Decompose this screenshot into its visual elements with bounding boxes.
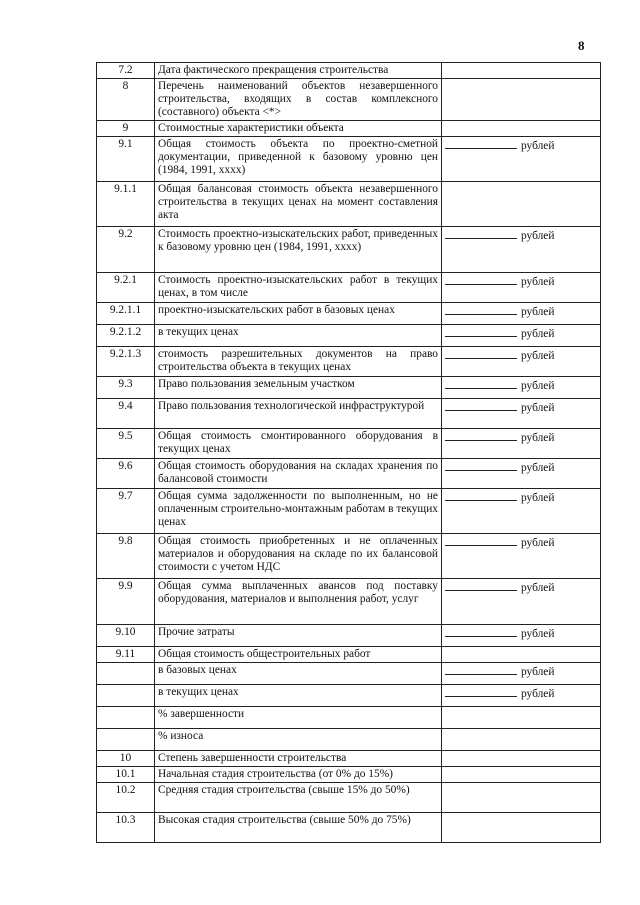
row-description: Общая стоимость общестроительных работ: [155, 647, 442, 663]
row-value-cell[interactable]: [442, 647, 601, 663]
value-blank-line[interactable]: [445, 326, 517, 337]
row-description: в текущих ценах: [155, 325, 442, 347]
table-row: [97, 685, 601, 707]
row-description: Общая стоимость объекта по проектно-сметной документации, приведенной к базовому уровню цен (1984, 1991, хххх): [155, 137, 442, 182]
value-blank-line[interactable]: [445, 400, 517, 411]
table-row: [97, 783, 601, 813]
table-row: [97, 182, 601, 227]
row-value-cell[interactable]: [442, 303, 601, 325]
row-number: 9.4: [97, 399, 155, 429]
row-number: 10.2: [97, 783, 155, 813]
row-description: Средняя стадия строительства (свыше 15% до 50%): [155, 783, 442, 813]
row-value-cell[interactable]: [442, 579, 601, 625]
table-row: [97, 377, 601, 399]
row-value-cell[interactable]: [442, 79, 601, 121]
row-number: 9.2.1.2: [97, 325, 155, 347]
table-row: [97, 489, 601, 534]
value-blank-line[interactable]: [445, 490, 517, 501]
row-number: 7.2: [97, 63, 155, 79]
row-number: [97, 729, 155, 751]
currency-unit: рублей: [521, 537, 555, 549]
table-row: [97, 273, 601, 303]
construction-data-table: [96, 62, 601, 843]
row-value-cell[interactable]: [442, 767, 601, 783]
row-value-cell[interactable]: [442, 751, 601, 767]
table-row: [97, 729, 601, 751]
row-number: 9: [97, 121, 155, 137]
row-number: [97, 685, 155, 707]
table-row: [97, 325, 601, 347]
row-number: 9.1: [97, 137, 155, 182]
row-value-cell[interactable]: [442, 813, 601, 843]
table-row: [97, 767, 601, 783]
row-value-cell[interactable]: [442, 729, 601, 751]
value-blank-line[interactable]: [445, 138, 517, 149]
row-number: 9.6: [97, 459, 155, 489]
currency-unit: рублей: [521, 432, 555, 444]
currency-unit: рублей: [521, 462, 555, 474]
row-number: [97, 707, 155, 729]
table-row: [97, 429, 601, 459]
row-number: 8: [97, 79, 155, 121]
table-row: [97, 663, 601, 685]
row-value-cell[interactable]: [442, 783, 601, 813]
row-number: 10: [97, 751, 155, 767]
value-blank-line[interactable]: [445, 664, 517, 675]
value-blank-line[interactable]: [445, 430, 517, 441]
currency-unit: рублей: [521, 306, 555, 318]
row-description: Общая сумма задолженности по выполненным, но не оплаченным строительно-монтажным работам в текущих ценах: [155, 489, 442, 534]
row-number: 9.11: [97, 647, 155, 663]
row-description: % износа: [155, 729, 442, 751]
row-number: 10.3: [97, 813, 155, 843]
row-description: Общая стоимость приобретенных и не оплаченных материалов и оборудования на складе по их балансовой стоимости с учетом НДС: [155, 534, 442, 579]
table-row: [97, 707, 601, 729]
row-value-cell[interactable]: [442, 685, 601, 707]
row-description: Стоимость проектно-изыскательских работ, приведенных к базовому уровню цен (1984, 1991, хххх): [155, 227, 442, 273]
row-description: Право пользования технологической инфраструктурой: [155, 399, 442, 429]
row-value-cell[interactable]: [442, 489, 601, 534]
row-description: Общая сумма выплаченных авансов под поставку оборудования, материалов и выполнения работ, услуг: [155, 579, 442, 625]
row-description: в текущих ценах: [155, 685, 442, 707]
currency-unit: рублей: [521, 276, 555, 288]
table-row: [97, 813, 601, 843]
row-description: Стоимость проектно-изыскательских работ в текущих ценах, в том числе: [155, 273, 442, 303]
currency-unit: рублей: [521, 688, 555, 700]
table-row: [97, 399, 601, 429]
row-number: 9.1.1: [97, 182, 155, 227]
row-number: 9.9: [97, 579, 155, 625]
row-value-cell[interactable]: [442, 182, 601, 227]
row-description: Дата фактического прекращения строительства: [155, 63, 442, 79]
table-row: [97, 227, 601, 273]
row-value-cell[interactable]: [442, 625, 601, 647]
row-description: Прочие затраты: [155, 625, 442, 647]
row-value-cell[interactable]: [442, 347, 601, 377]
value-blank-line[interactable]: [445, 228, 517, 239]
currency-unit: рублей: [521, 666, 555, 678]
row-value-cell[interactable]: [442, 429, 601, 459]
row-number: 9.2: [97, 227, 155, 273]
row-description: Право пользования земельным участком: [155, 377, 442, 399]
row-value-cell[interactable]: [442, 273, 601, 303]
row-value-cell[interactable]: [442, 121, 601, 137]
currency-unit: рублей: [521, 492, 555, 504]
row-value-cell[interactable]: [442, 663, 601, 685]
row-number: 9.2.1: [97, 273, 155, 303]
table-row: [97, 459, 601, 489]
table-row: [97, 303, 601, 325]
row-value-cell[interactable]: [442, 534, 601, 579]
row-description: Перечень наименований объектов незавершенного строительства, входящих в состав комплексного (составного) объекта <*>: [155, 79, 442, 121]
value-blank-line[interactable]: [445, 686, 517, 697]
table-row: [97, 647, 601, 663]
row-value-cell[interactable]: [442, 137, 601, 182]
row-value-cell[interactable]: [442, 227, 601, 273]
row-number: 10.1: [97, 767, 155, 783]
row-description: Стоимостные характеристики объекта: [155, 121, 442, 137]
row-value-cell[interactable]: [442, 325, 601, 347]
row-number: [97, 663, 155, 685]
row-value-cell[interactable]: [442, 63, 601, 79]
value-blank-line[interactable]: [445, 535, 517, 546]
table-row: [97, 347, 601, 377]
value-blank-line[interactable]: [445, 348, 517, 359]
row-number: 9.2.1.3: [97, 347, 155, 377]
row-description: Степень завершенности строительства: [155, 751, 442, 767]
currency-unit: рублей: [521, 380, 555, 392]
row-description: в базовых ценах: [155, 663, 442, 685]
table-row: [97, 625, 601, 647]
value-blank-line[interactable]: [445, 304, 517, 315]
table-row: [97, 121, 601, 137]
row-description: % завершенности: [155, 707, 442, 729]
row-description: Высокая стадия строительства (свыше 50% до 75%): [155, 813, 442, 843]
row-number: 9.8: [97, 534, 155, 579]
currency-unit: рублей: [521, 402, 555, 414]
currency-unit: рублей: [521, 582, 555, 594]
row-description: проектно-изыскательских работ в базовых ценах: [155, 303, 442, 325]
table-row: [97, 79, 601, 121]
currency-unit: рублей: [521, 140, 555, 152]
row-value-cell[interactable]: [442, 399, 601, 429]
currency-unit: рублей: [521, 328, 555, 340]
row-description: Общая балансовая стоимость объекта незавершенного строительства в текущих ценах на момент составления акта: [155, 182, 442, 227]
currency-unit: рублей: [521, 230, 555, 242]
table-row: [97, 534, 601, 579]
row-number: 9.5: [97, 429, 155, 459]
value-blank-line[interactable]: [445, 378, 517, 389]
row-description: Начальная стадия строительства (от 0% до 15%): [155, 767, 442, 783]
row-number: 9.2.1.1: [97, 303, 155, 325]
row-description: Общая стоимость оборудования на складах хранения по балансовой стоимости: [155, 459, 442, 489]
currency-unit: рублей: [521, 350, 555, 362]
value-blank-line[interactable]: [445, 626, 517, 637]
row-number: 9.10: [97, 625, 155, 647]
table-row: [97, 63, 601, 79]
row-value-cell[interactable]: [442, 707, 601, 729]
row-value-cell[interactable]: [442, 459, 601, 489]
value-blank-line[interactable]: [445, 580, 517, 591]
row-description: стоимость разрешительных документов на право строительства объекта в текущих ценах: [155, 347, 442, 377]
table-row: [97, 751, 601, 767]
table-row: [97, 137, 601, 182]
row-value-cell[interactable]: [442, 377, 601, 399]
row-description: Общая стоимость смонтированного оборудования в текущих ценах: [155, 429, 442, 459]
page-number: 8: [578, 38, 585, 53]
value-blank-line[interactable]: [445, 460, 517, 471]
row-number: 9.3: [97, 377, 155, 399]
currency-unit: рублей: [521, 628, 555, 640]
table-row: [97, 579, 601, 625]
value-blank-line[interactable]: [445, 274, 517, 285]
row-number: 9.7: [97, 489, 155, 534]
